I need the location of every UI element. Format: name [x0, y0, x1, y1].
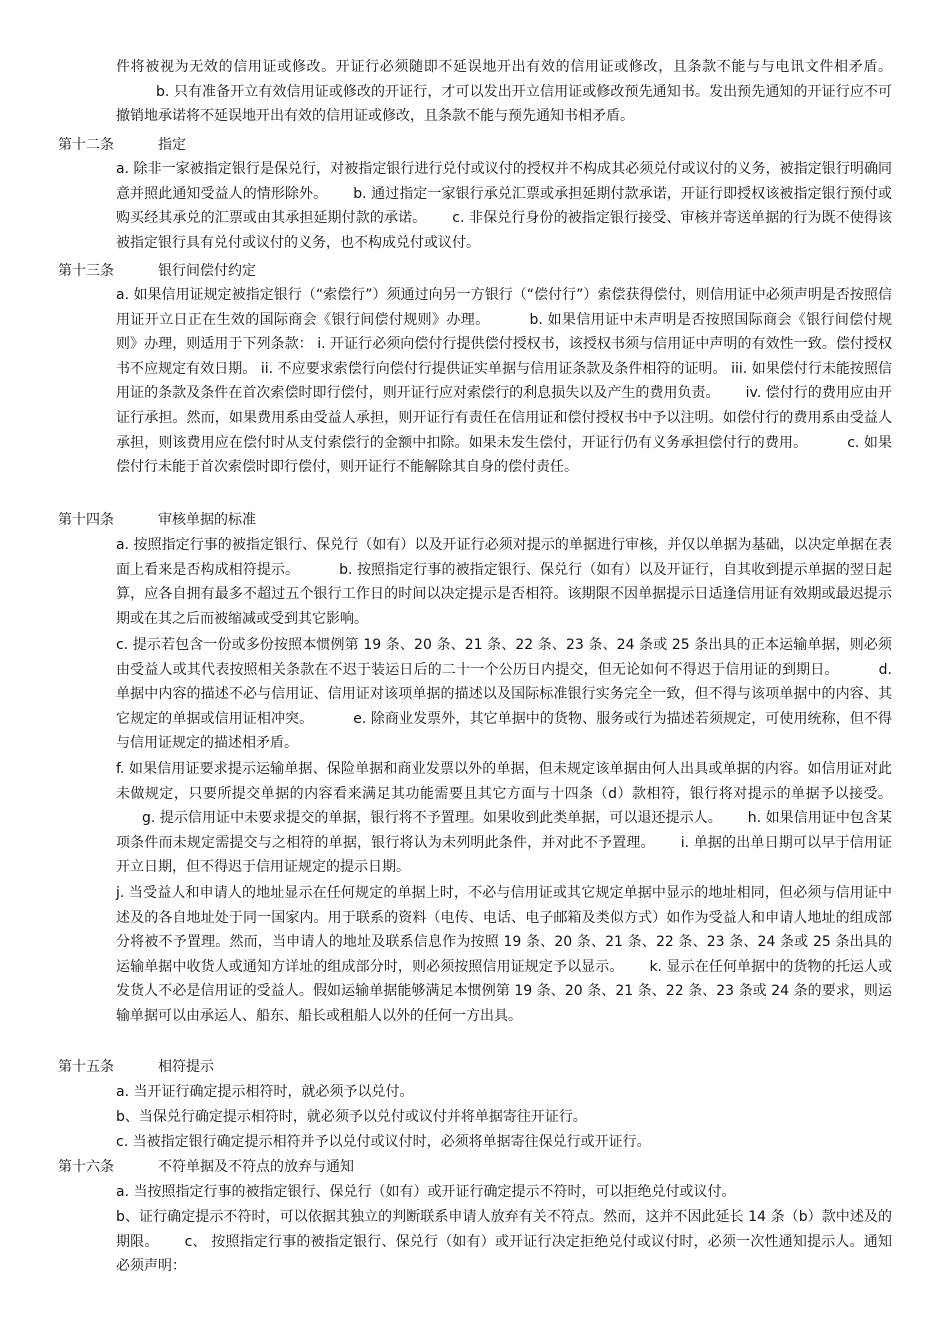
article-15-title: 相符提示	[158, 1059, 214, 1075]
article-12-para-c: c. 非保兑行身份的被指定银行接受、审核并寄送单据的行为既不使得该被指定银行具有兑付或议付的义务，也不构成兑付或议付。	[116, 210, 892, 251]
article-16-block-bc	[116, 1205, 892, 1279]
article-16-para-b: b、证行确定提示不符时，可以依据其独立的判断联系申请人放弃有关不符点。然而，这并不因此延长 14 条（b）款中述及的期限。	[116, 1209, 892, 1250]
article-12-para-b: b. 通过指定一家银行承兑汇票或承担延期付款承诺，开证行即授权该被指定银行预付或购买经其承兑的汇票或由其承担延期付款的承诺。	[116, 185, 892, 227]
article-13-heading	[58, 259, 458, 284]
article-13-para-b-iv: iv. 偿付行的费用应由开证行承担。然而，如果费用系由受益人承担，则开证行有责任在信用证和偿付授权书中予以注明。如偿付行的费用系由受益人承担，则该费用应在偿付时从支付索偿行的金额中扣除。如果未发生偿付，开证行仍有义务承担偿付行的费用。	[116, 385, 892, 451]
article-14-block-ab	[116, 533, 892, 631]
article-14-para-f: f. 如果信用证要求提示运输单据、保险单据和商业发票以外的单据，但未规定该单据由何人出具或单据的内容。如信用证对此未做规定，只要所提交单据的内容看来满足其功能需要且其它方面与十四条（d）款相符，银行将对提示的单据予以接受。	[116, 761, 892, 802]
article-14-para-d: d. 单据中内容的描述不必与信用证、信用证对该项单据的描述以及国际标准银行实务完全一致，但不得与该项单据中的内容、其它规定的单据或信用证相冲突。	[116, 661, 892, 727]
article-16-para-c: c、 按照指定行事的被指定银行、保兑行（如有）或开证行决定拒绝兑付或议付时，必须一次性通知提示人。通知必须声明：	[116, 1233, 892, 1275]
article-14-para-g: g. 提示信用证中未要求提交的单据，银行将不予置理。如果收到此类单据，可以退还提示人。	[142, 810, 722, 827]
article-13-para-a: a. 如果信用证规定被指定银行（“索偿行”）须通过向另一方银行（“偿付行”）索偿获得偿付，则信用证中必须声明是否按照信用证开立日正在生效的国际商会《银行间偿付规则》办理。	[116, 287, 892, 328]
article-12-number: 第十二条	[58, 137, 114, 153]
article-15-para-b: b、当保兑行确定提示相符时，就必须予以兑付或议付并将单据寄往开证行。	[116, 1109, 587, 1125]
article-11-text-part1: 件将被视为无效的信用证或修改。开证行必须随即不延误地开出有效的信用证或修改，且条款不能与与电讯文件相矛盾。	[116, 59, 892, 75]
article-14-heading	[58, 508, 458, 533]
article-15-number: 第十五条	[58, 1059, 114, 1075]
article-12-heading	[58, 133, 458, 158]
article-16-title: 不符单据及不符点的放弃与通知	[158, 1159, 354, 1175]
article-11-text-part2: b. 只有准备开立有效信用证或修改的开证行，才可以发出开立信用证或修改预先通知书。发出预先通知的开证行应不可撤销地承诺将不延误地开出有效的信用证或修改，且条款不能与预先通知书相矛盾。	[116, 83, 892, 125]
article-14-para-k: k. 显示在任何单据中的货物的托运人或发货人不必是信用证的受益人。假如运输单据能够满足本惯例第 19 条、20 条、21 条、22 条、23 条或 24 条的要求，则运输单据可以由承运人、船东、船长或租船人以外的任何一方出具。	[116, 958, 892, 1024]
article-16-para-a: a. 当按照指定行事的被指定银行、保兑行（如有）或开证行确定提示不符时，可以拒绝兑付或议付。	[116, 1184, 736, 1200]
article-13-para-b: b. 如果信用证中未声明是否按照国际商会《银行间偿付规则》办理，则适用于下列条款：	[116, 311, 892, 353]
article-11-continuation	[116, 55, 892, 129]
article-14-block-cde	[116, 633, 892, 756]
article-14-para-a: a. 按照指定行事的被指定银行、保兑行（如有）以及开证行必须对提示的单据进行审核，并仅以单据为基础，以决定单据在表面上看来是否构成相符提示。	[116, 537, 892, 578]
article-15-para-a: a. 当开证行确定提示相符时，就必须予以兑付。	[116, 1084, 414, 1100]
article-12-title: 指定	[158, 137, 186, 153]
article-13-para-b-iii: iii. 如果偿付行未能按照信用证的条款及条件在首次索偿时即行偿付，则开证行应对索偿行的利息损失以及产生的费用负责。	[116, 360, 892, 402]
article-14-para-e: e. 除商业发票外，其它单据中的货物、服务或行为描述若须规定，可使用统称，但不得与信用证规定的描述相矛盾。	[116, 710, 892, 752]
article-14-para-h: h. 如果信用证中包含某项条件而未规定需提交与之相符的单据，银行将认为未列明此条件，并对此不予置理。	[116, 810, 892, 851]
article-13-para-b-i: i. 开证行必须向偿付行提供偿付授权书，该授权书须与信用证中声明的有效性一致。偿付授权书不应规定有效日期。	[116, 336, 893, 377]
article-13-body	[116, 283, 892, 480]
article-16-number: 第十六条	[58, 1159, 114, 1175]
article-12-body	[116, 157, 892, 255]
article-14-para-i: i. 单据的出单日期可以早于信用证开立日期，但不得迟于信用证规定的提示日期。	[116, 834, 893, 876]
article-15-para-c: c. 当被指定银行确定提示相符并予以兑付或议付时，必须将单据寄往保兑行或开证行。	[116, 1134, 651, 1150]
article-13-title: 银行间偿付约定	[158, 263, 256, 279]
article-13-para-b-ii: ii. 不应要求索偿行向偿付行提供证实单据与信用证条款及条件相符的证明。	[260, 360, 727, 377]
article-14-para-j: j. 当受益人和申请人的地址显示在任何规定的单据上时，不必与信用证或其它规定单据中显示的地址相同，但必须与信用证中述及的各自地址处于同一国家内。用于联系的资料（电传、电话、电子邮箱及类似方式）如作为受益人和申请人地址的组成部分将被不予置理。然而，当申请人的地址及联系信息作为按照 19 条、20 条、21 条、22 条、23 条、24 条或 25 条出具的运输单据中收货人或通知方详址的组成部分时，则必须按照信用证规定予以显示。	[116, 885, 892, 975]
article-14-number: 第十四条	[58, 512, 114, 528]
article-14-para-c: c. 提示若包含一份或多份按照本惯例第 19 条、20 条、21 条、22 条、23 条、24 条或 25 条出具的正本运输单据，则必须由受益人或其代表按照相关条款在不迟于装运日后的二十一个公历日内提交，但无论如何不得迟于信用证的到期日。	[116, 637, 892, 678]
article-14-para-b: b. 按照指定行事的被指定银行、保兑行（如有）以及开证行，自其收到提示单据的翌日起算，应各自拥有最多不超过五个银行工作日的时间以决定提示是否相符。该期限不因单据提示日适逢信用证有效期或最迟提示期或在其之后而被缩减或受到其它影响。	[116, 561, 892, 627]
article-13-number: 第十三条	[58, 263, 114, 279]
article-16-heading	[58, 1155, 458, 1180]
article-14-title: 审核单据的标准	[158, 512, 256, 528]
article-14-block-fghi	[116, 757, 892, 880]
article-14-block-jk	[116, 881, 892, 1029]
article-15-heading	[58, 1055, 458, 1080]
article-12-para-a: a. 除非一家被指定银行是保兑行，对被指定银行进行兑付或议付的授权并不构成其必须兑付或议付的义务，被指定银行明确同意并照此通知受益人的情形除外。	[116, 161, 892, 202]
article-13-para-c: c. 如果偿付行未能于首次索偿时即行偿付，则开证行不能解除其自身的偿付责任。	[116, 434, 892, 476]
